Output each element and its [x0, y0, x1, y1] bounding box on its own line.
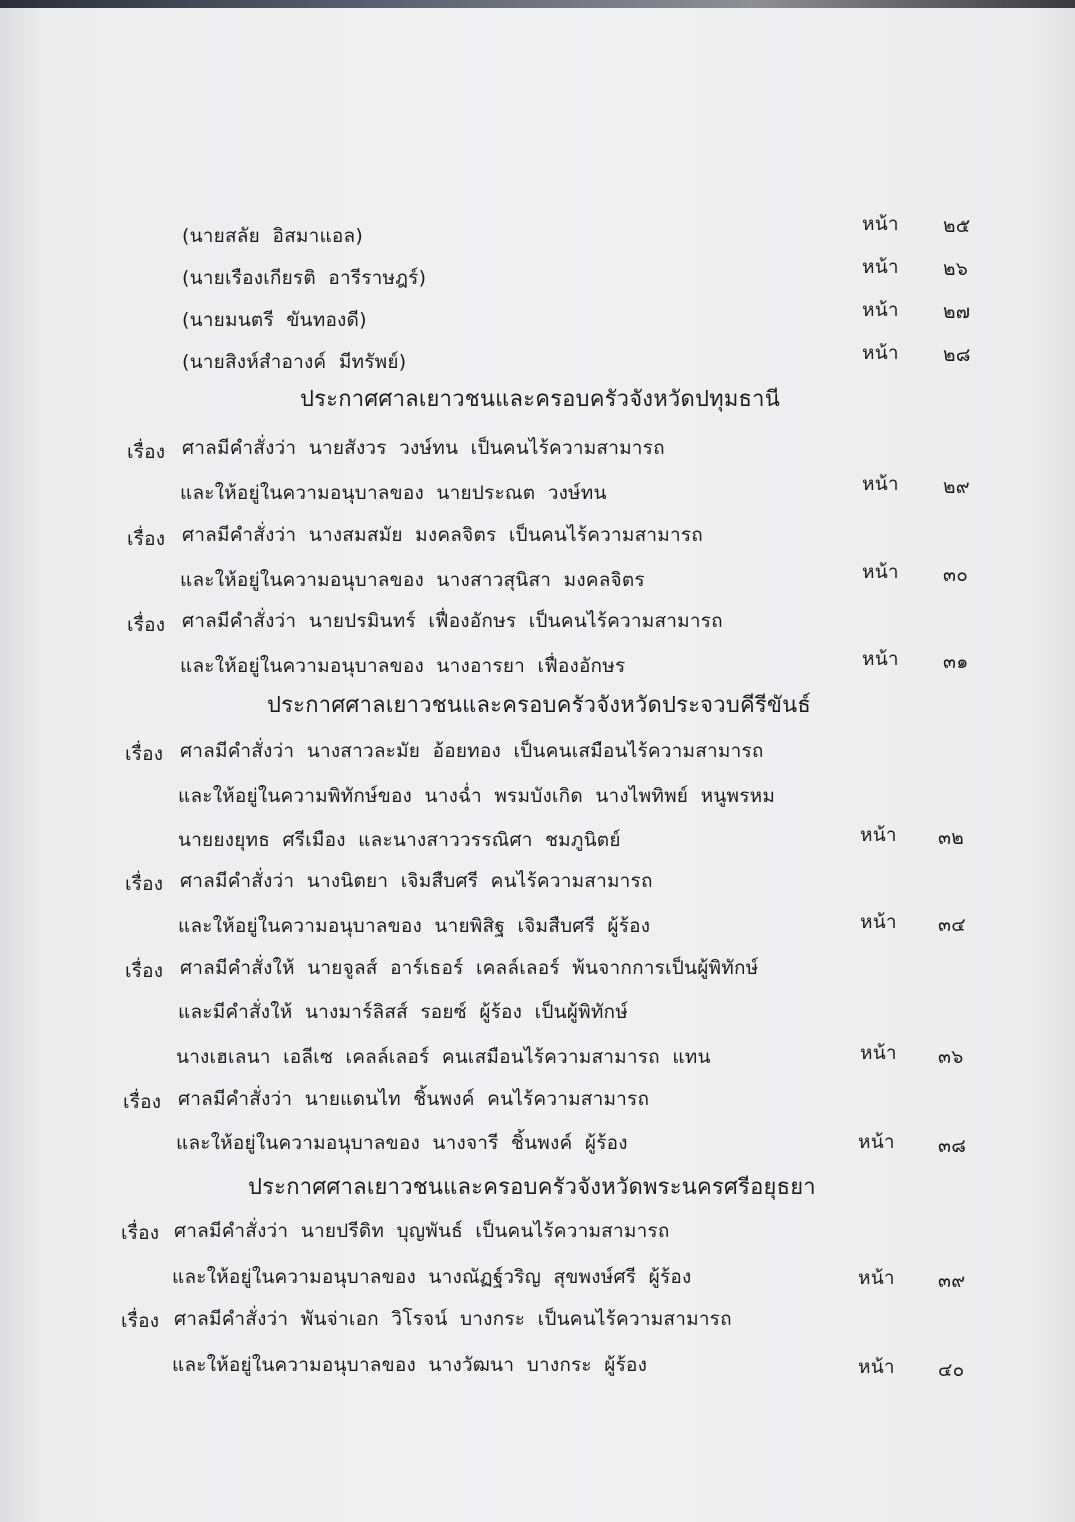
continued-entry-3: (นายมนตรี ขันทองดี): [182, 309, 367, 331]
page-number: ๓๘: [938, 1135, 967, 1157]
entry-line: ศาลมีคำสั่งว่า นายปรมินทร์ เฟื่องอักษร เป็นคนไร้ความสามารถ: [182, 610, 723, 632]
page-label: หน้า: [862, 342, 899, 364]
page-label: หน้า: [860, 824, 897, 846]
continued-entry-1: (นายสลัย อิสมาแอล): [182, 225, 363, 247]
page-number: ๓๑: [943, 651, 969, 673]
entry-line: นายยงยุทธ ศรีเมือง และนางสาววรรณิศา ชมภูนิตย์: [178, 829, 621, 851]
page-number: ๒๗: [943, 301, 971, 323]
entry-label: เรื่อง: [127, 614, 166, 636]
entry-label: เรื่อง: [125, 960, 164, 982]
page-number: ๓๔: [938, 914, 966, 936]
entry-line: และมีคำสั่งให้ นางมาร์ลิสส์ รอยซ์ ผู้ร้อง เป็นผู้พิทักษ์: [178, 1001, 628, 1023]
continued-entry-2: (นายเรืองเกียรติ อารีราษฎร์): [182, 267, 427, 289]
page-label: หน้า: [858, 1267, 895, 1289]
entry-label: เรื่อง: [125, 743, 164, 765]
entry-line: ศาลมีคำสั่งว่า นางสมสมัย มงคลจิตร เป็นคนไร้ความสามารถ: [182, 524, 704, 546]
entry-label: เรื่อง: [123, 1091, 162, 1113]
entry-label: เรื่อง: [127, 441, 166, 463]
page-number: ๔๐: [938, 1359, 965, 1381]
entry-line: ศาลมีคำสั่งว่า นางนิตยา เจิมสืบศรี คนไร้ความสามารถ: [180, 870, 653, 892]
section-heading: ประกาศศาลเยาวชนและครอบครัวจังหวัดประจวบคีรีขันธ์: [267, 693, 812, 718]
entry-line: ศาลมีคำสั่งว่า นางสาวละมัย อ้อยทอง เป็นคนเสมือนไร้ความสามารถ: [180, 740, 764, 762]
page-label: หน้า: [858, 1356, 895, 1378]
page-label: หน้า: [862, 473, 899, 495]
page-label: หน้า: [862, 299, 899, 321]
entry-line: และให้อยู่ในความอนุบาลของ นางวัฒนา บางกระ ผู้ร้อง: [172, 1354, 648, 1376]
page-number: ๓๙: [938, 1270, 966, 1292]
entry-line: ศาลมีคำสั่งว่า นายสังวร วงษ์ทน เป็นคนไร้ความสามารถ: [182, 437, 665, 459]
entry-line: และให้อยู่ในความอนุบาลของ นายพิสิฐ เจิมสืบศรี ผู้ร้อง: [178, 915, 651, 937]
entry-line: และให้อยู่ในความอนุบาลของ นางสาวสุนิสา มงคลจิตร: [180, 569, 645, 591]
page-label: หน้า: [862, 561, 899, 583]
page-number: ๒๖: [943, 258, 968, 280]
entry-line: นางเฮเลนา เอลีเซ เคลล์เลอร์ คนเสมือนไร้ความสามารถ แทน: [176, 1046, 711, 1068]
page-label: หน้า: [860, 911, 897, 933]
section-heading: ประกาศศาลเยาวชนและครอบครัวจังหวัดพระนครศรีอยุธยา: [248, 1175, 816, 1200]
entry-label: เรื่อง: [121, 1310, 160, 1332]
entry-line: และให้อยู่ในความอนุบาลของ นายประณต วงษ์ทน: [180, 482, 607, 504]
entry-line: ศาลมีคำสั่งว่า นายแดนไท ชิ้นพงค์ คนไร้ความสามารถ: [178, 1088, 650, 1110]
continued-entry-4: (นายสิงห์สำอางค์ มีทรัพย์): [182, 351, 407, 373]
page-label: หน้า: [862, 213, 899, 235]
page-label: หน้า: [862, 256, 899, 278]
book-top-edge: [0, 0, 1075, 8]
entry-line: และให้อยู่ในความอนุบาลของ นางจารี ชิ้นพงค์ ผู้ร้อง: [176, 1132, 628, 1154]
entry-label: เรื่อง: [127, 528, 166, 550]
page-number: ๓๐: [943, 564, 968, 586]
entry-line: ศาลมีคำสั่งว่า พันจ่าเอก วิโรจน์ บางกระ เป็นคนไร้ความสามารถ: [174, 1308, 732, 1330]
entry-line: และให้อยู่ในความอนุบาลของ นางอารยา เฟื่องอักษร: [180, 655, 626, 677]
entry-line: และให้อยู่ในความอนุบาลของ นางณัฏฐ์วริญ สุขพงษ์ศรี ผู้ร้อง: [172, 1266, 692, 1288]
section-heading: ประกาศศาลเยาวชนและครอบครัวจังหวัดปทุมธานี: [300, 387, 780, 412]
page-number: ๒๘: [943, 344, 971, 366]
page-label: หน้า: [862, 648, 899, 670]
entry-label: เรื่อง: [125, 873, 164, 895]
page-label: หน้า: [858, 1131, 895, 1153]
entry-line: ศาลมีคำสั่งให้ นายจูลส์ อาร์เธอร์ เคลล์เลอร์ พ้นจากการเป็นผู้พิทักษ์: [180, 957, 759, 979]
page-number: ๒๙: [943, 476, 970, 498]
page-number: ๓๖: [938, 1046, 964, 1068]
page-number: ๓๒: [938, 827, 964, 849]
page-number: ๒๕: [943, 215, 971, 237]
entry-line: ศาลมีคำสั่งว่า นายปรีดิท บุญพันธ์ เป็นคนไร้ความสามารถ: [174, 1220, 670, 1242]
entry-label: เรื่อง: [121, 1222, 160, 1244]
entry-line: และให้อยู่ในความพิทักษ์ของ นางฉ่ำ พรมบังเกิด นางไพทิพย์ หนูพรหม: [178, 785, 776, 807]
page-label: หน้า: [860, 1042, 897, 1064]
